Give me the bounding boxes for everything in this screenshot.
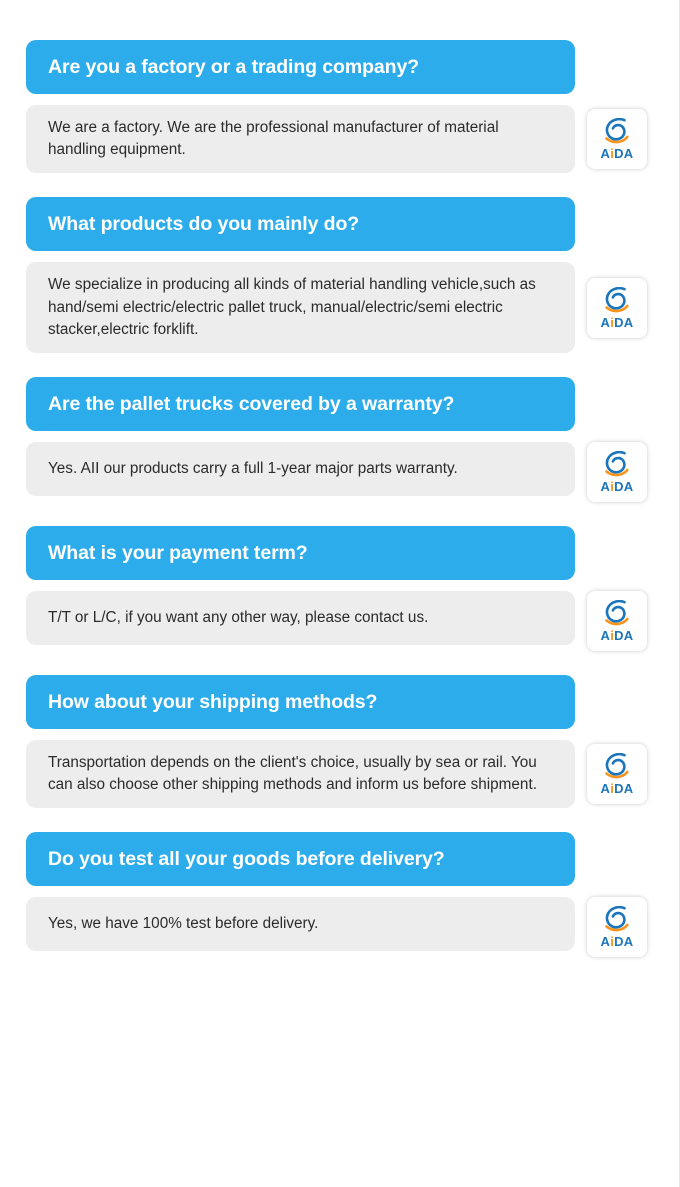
faq-question: What products do you mainly do? — [26, 197, 575, 251]
aida-swirl-logo-icon — [602, 753, 632, 780]
brand-logo — [587, 109, 647, 169]
brand-logo — [587, 442, 647, 502]
brand-logo-text: AiDA — [600, 934, 634, 950]
aida-swirl-logo-icon — [602, 118, 632, 145]
faq-item — [0, 40, 680, 173]
faq-answer-row — [26, 105, 680, 173]
brand-logo-text: AiDA — [600, 314, 634, 330]
faq-item — [0, 675, 680, 808]
faq-question: Are the pallet trucks covered by a warranty? — [26, 377, 575, 431]
faq-item — [0, 197, 680, 353]
faq-answer-row — [26, 740, 680, 808]
faq-answer: Transportation depends on the client's choice, usually by sea or rail. You can also choose other shipping methods and inform us before shipment. — [26, 740, 575, 808]
brand-logo-text: AiDA — [600, 627, 634, 643]
faq-question: Are you a factory or a trading company? — [26, 40, 575, 94]
faq-answer: Yes. AII our products carry a full 1-year major parts warranty. — [26, 442, 575, 496]
aida-swirl-logo-icon — [602, 451, 632, 478]
faq-item — [0, 832, 680, 957]
faq-answer: Yes, we have 100% test before delivery. — [26, 897, 575, 951]
faq-answer: We are a factory. We are the professional manufacturer of material handling equipment. — [26, 105, 575, 173]
faq-answer-row — [26, 262, 680, 353]
brand-logo-text: AiDA — [600, 146, 634, 162]
aida-swirl-logo-icon — [602, 600, 632, 627]
faq-answer-row — [26, 897, 680, 957]
faq-answer-row — [26, 442, 680, 502]
brand-logo-text: AiDA — [600, 478, 634, 494]
faq-answer-row — [26, 591, 680, 651]
faq-question: How about your shipping methods? — [26, 675, 575, 729]
faq-answer: We specialize in producing all kinds of material handling vehicle,such as hand/semi electric/electric pallet truck, manual/electric/semi electric stacker,electric forklift. — [26, 262, 575, 353]
faq-answer: T/T or L/C, if you want any other way, please contact us. — [26, 591, 575, 645]
brand-logo — [587, 897, 647, 957]
aida-swirl-logo-icon — [602, 906, 632, 933]
faq-question: What is your payment term? — [26, 526, 575, 580]
brand-logo — [587, 744, 647, 804]
faq-item — [0, 526, 680, 651]
faq-item — [0, 377, 680, 502]
faq-question: Do you test all your goods before delivery? — [26, 832, 575, 886]
brand-logo — [587, 591, 647, 651]
aida-swirl-logo-icon — [602, 287, 632, 314]
brand-logo — [587, 278, 647, 338]
brand-logo-text: AiDA — [600, 781, 634, 797]
